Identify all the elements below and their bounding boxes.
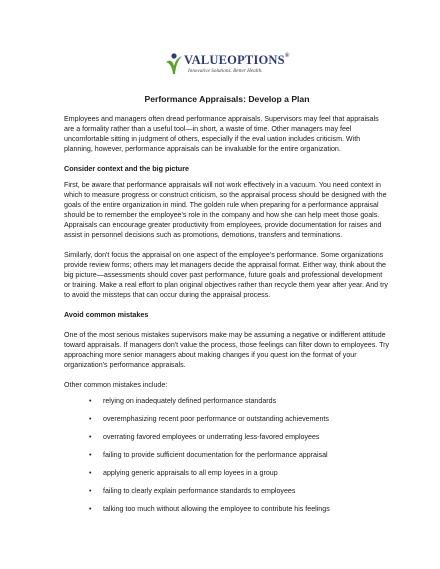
- intro-paragraph: Employees and managers often dread performance appraisals. Supervisors may feel that appraisals are a formality rather than a useful tool—in short, a waste of time. Other managers may feel uncomfortable sitting in judgment of others, especially if the eval uation includes criticism. With planning, however, performance appraisals can be invaluable for the entire organization.: [64, 115, 379, 153]
- bullet-icon: •: [89, 505, 92, 513]
- mistakes-paragraph-2: Other common mistakes include:: [64, 381, 168, 389]
- list-item: • overemphasizing recent poor performance or outstanding achievements: [89, 415, 329, 423]
- bullet-icon: •: [89, 487, 92, 495]
- section-heading-context: Consider context and the big picture: [64, 164, 189, 173]
- bullet-icon: •: [89, 469, 92, 477]
- figure-swoosh-icon: [164, 52, 184, 78]
- context-paragraph-2: Similarly, don't focus the appraisal on one aspect of the employee's performance. Some organizations provide review forms; others may let managers decide the appraisal format. Either way, think about the big picture—assessments should cover past performance, future goals and professional development or training. Make a real effort to plan original objectives rather than recycle them year after year. And try to avoid the missteps that can occur during the appraisal process.: [64, 251, 388, 299]
- list-item: • failing to provide sufficient documentation for the performance appraisal: [89, 451, 328, 459]
- logo-tagline: Innovative Solutions. Better Health.: [188, 68, 263, 74]
- bullet-icon: •: [89, 451, 92, 459]
- list-item: • applying generic appraisals to all emp loyees in a group: [89, 469, 278, 477]
- bullet-icon: •: [89, 415, 92, 423]
- page-title: Performance Appraisals: Develop a Plan: [144, 94, 310, 104]
- section-heading-mistakes: Avoid common mistakes: [64, 310, 149, 319]
- mistakes-paragraph-1: One of the most serious mistakes supervisors make may be assuming a negative or indifferent attitude toward appraisals. If managers don't value the process, those feelings can filter down to employees. Try approaching more senior managers about making changes if you quest ion the format of your organization's performance appraisals.: [64, 331, 390, 369]
- list-item: • talking too much without allowing the employee to contribute his feelings: [89, 505, 330, 513]
- list-item: • overrating favored employees or underrating less-favored employees: [89, 433, 320, 441]
- mistakes-list: [64, 396, 390, 522]
- list-item: • relying on inadequately defined performance standards: [89, 397, 277, 405]
- document-body: [64, 94, 390, 522]
- logo-wordmark: VALUEOPTIONS®: [184, 53, 290, 67]
- context-paragraph-1: First, be aware that performance appraisals will not work effectively in a vacuum. You need context in which to measure progress or construct criticism, so the appraisal process should be designed with the goals of the entire organization in mind. The golden rule when preparing for a performance appraisal should be to remember the employee's role in the company and how she can help meet those goals. Appraisals can encourage greater productivity from employees, provide documentation for raises and assist in personnel decisions such as promotions, demotions, transfers and terminations.: [64, 181, 387, 239]
- valueoptions-logo: [164, 50, 290, 80]
- bullet-icon: •: [89, 397, 92, 405]
- list-item: • failing to clearly explain performance standards to employees: [89, 487, 296, 495]
- bullet-icon: •: [89, 433, 92, 441]
